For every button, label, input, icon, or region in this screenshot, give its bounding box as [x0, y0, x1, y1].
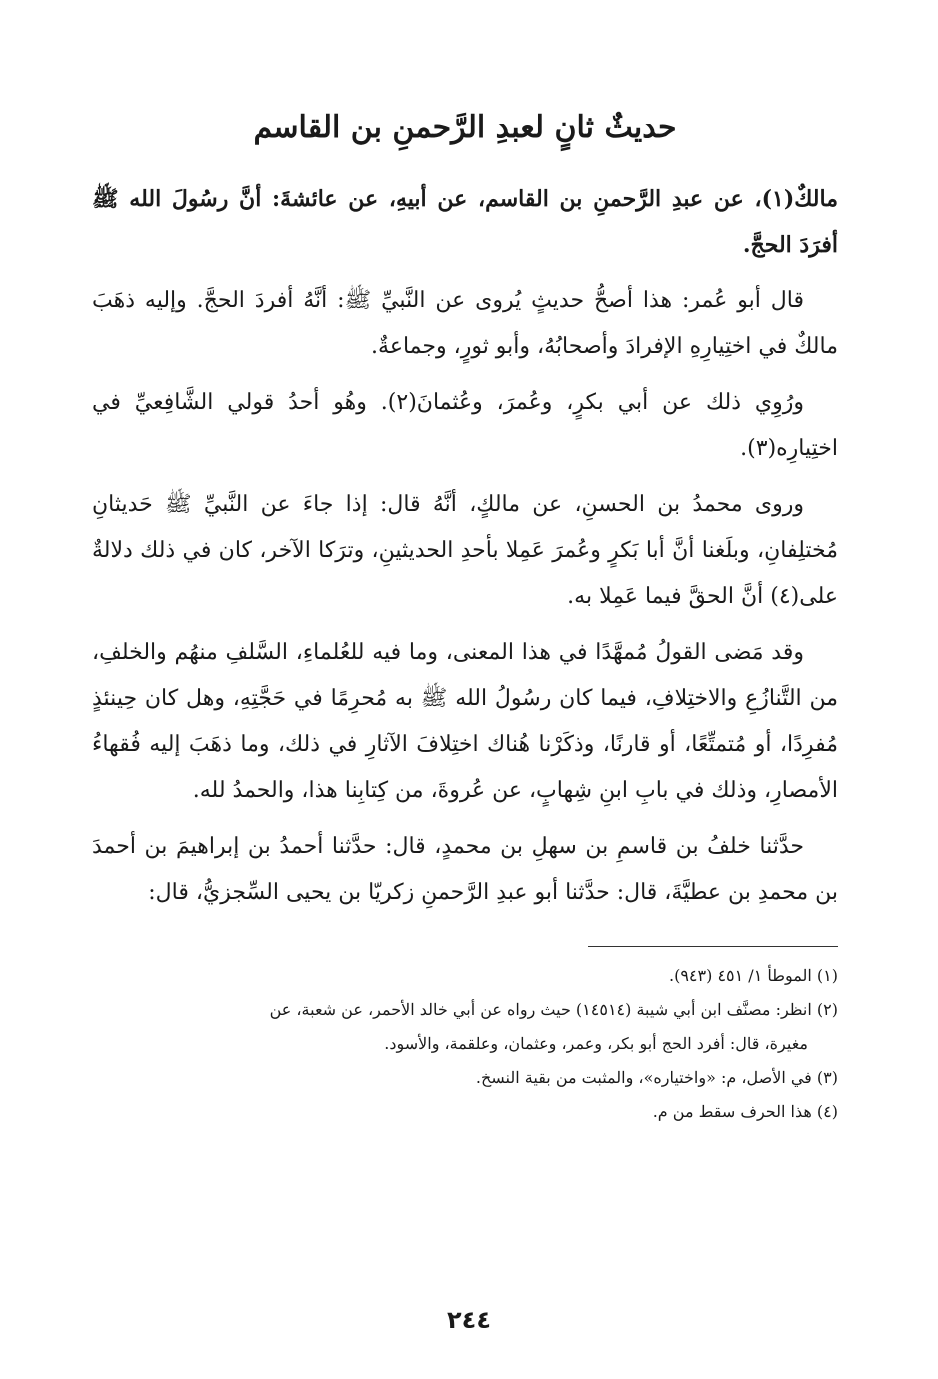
- footnote-continuation: مغيرة، قال: أفرد الحج أبو بكر، وعمر، وعثمان، وعلقمة، والأسود.: [384, 1034, 808, 1053]
- page-number: ٢٤٤: [447, 1306, 491, 1334]
- footnote-text: (٢) انظر: مصنَّف ابن أبي شيبة (١٤٥١٤) حيث رواه عن أبي خالد الأحمر، عن شعبة، عن: [269, 1000, 838, 1019]
- chapter-title: حديثٌ ثانٍ لعبدِ الرَّحمنِ بن القاسم: [253, 110, 677, 145]
- commentary-paragraph: وروى محمدُ بن الحسنِ، عن مالكٍ، أنَّهُ قال: إذا جاءَ عن النَّبيِّ ﷺ حَديثانِ مُختلِفانِ، وبلَغنا أنَّ أبا بَكرٍ وعُمرَ عَمِلا بأحدِ الحديثينِ، وترَكا الآخر، كان في ذلك دلالةٌ على(٤) أنَّ الحقَّ فيما عَمِلا به.: [92, 492, 838, 609]
- hadith-text: مالكٌ(١)، عن عبدِ الرَّحمنِ بن القاسم، عن أبيهِ، عن عائشةَ: أنَّ رسُولَ الله ﷺ أفرَدَ الحجَّ.: [92, 186, 838, 258]
- page-body: [92, 100, 838, 1129]
- footnote-text: (٤) هذا الحرف سقط من م.: [652, 1102, 838, 1121]
- footnote-text: (٣) في الأصل، م: «واختياره»، والمثبت من بقية النسخ.: [475, 1068, 838, 1087]
- footnote: [92, 1061, 838, 1095]
- footnote: [92, 959, 838, 993]
- footnote: [92, 1095, 838, 1129]
- footnote-text: (١) الموطأ ١/ ٤٥١ (٩٤٣).: [669, 966, 838, 985]
- isnad-paragraph: حدَّثنا خلفُ بن قاسمِ بن سهلِ بن محمدٍ، قال: حدَّثنا أحمدُ بن إبراهيمَ بن أحمدَ بن محمدِ بن عطيَّةَ، قال: حدَّثنا أبو عبدِ الرَّحمنِ زكريّا بن يحيى السِّجزيُّ، قال:: [92, 834, 838, 905]
- commentary-paragraph: قال أبو عُمر: هذا أصحُّ حديثٍ يُروى عن النَّبيِّ ﷺ: أنَّهُ أفردَ الحجَّ. وإليه ذهَبَ مالكٌ في اختِيارِهِ الإفرادَ وأصحابُهُ، وأبو ثورٍ، وجماعةٌ.: [92, 288, 838, 359]
- commentary-paragraph: وقد مَضى القولُ مُمهَّدًا في هذا المعنى، وما فيه للعُلماءِ، السَّلفِ منهُم والخلفِ، من التَّنازُعِ والاختِلافِ، فيما كان رسُولُ الله ﷺ به مُحرِمًا في حَجَّتِهِ، وهل كان حِينئذٍ مُفرِدًا، أو مُتمتِّعًا، أو قارنًا، وذكَرْنا هُناك اختِلافَ الآثارِ في ذلك، وما ذهَبَ إليه فُقهاءُ الأمصارِ، وذلك في بابِ ابنِ شِهابٍ، عن عُروةَ، من كِتابِنا هذا، والحمدُ لله.: [92, 640, 838, 803]
- commentary-paragraph: ورُوِي ذلك عن أبي بكرٍ، وعُمرَ، وعُثمانَ(٢). وهُو أحدُ قولي الشَّافِعيِّ في اختِيارِه(٣).: [92, 390, 838, 461]
- footnote-divider: [588, 946, 838, 947]
- footnotes: [92, 959, 838, 1129]
- footnote: [92, 993, 838, 1061]
